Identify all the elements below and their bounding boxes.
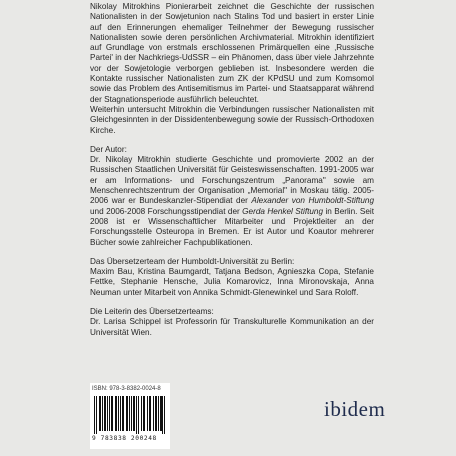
barcode-number: 9 783838 200248: [92, 435, 157, 442]
foundation-name-1: Alexander von Humboldt-Stiftung: [251, 196, 374, 206]
foundation-name-2: Gerda Henkel Stiftung: [242, 206, 324, 216]
barcode-block: [90, 383, 170, 449]
summary-paragraph-2: Weiterhin untersucht Mitrokhin die Verbindungen russischer Nationalisten mit Gleichgesinnten in der Dissidentenbewegung sowie der Russisch-Orthodoxen Kirche.: [90, 104, 374, 135]
publisher-logo: ibidem: [324, 397, 386, 421]
leader-text: Dr. Larisa Schippel ist Professorin für Transkulturelle Kommunikation an der Universität Wien.: [90, 317, 374, 337]
isbn-label: ISBN: 978-3-8382-0024-8: [92, 386, 161, 392]
author-heading: Der Autor:: [90, 144, 127, 154]
author-bio-text-3: in Berlin. Seit 2008 ist er Wissenschaftlicher Mitarbeiter und Projektleiter an der Forschungsstelle Osteuropa in Bremen. Er ist Autor und Koautor mehrerer Bücher sowie zahlreicher Fachpublikationen.: [90, 206, 374, 247]
barcode-icon: [94, 396, 166, 434]
translators-heading: Das Übersetzerteam der Humboldt-Universität zu Berlin:: [90, 256, 295, 266]
summary-paragraph: Nikolay Mitrokhins Pionierarbeit zeichnet die Geschichte der russischen Nationalisten in der Sowjetunion nach Stalins Tod und basiert in erster Linie auf den Erinnerungen ehemaliger Teilnehmer der Bewegung russischer Nationalisten sowie deren persönlichen Archivmaterial. Mitrokhin identifiziert auf Grundlage von erstmals erschlossenen Primärquellen eine ‚Russische Partei' in der Nachkriegs-UdSSR – ein Phänomen, dass über viele Jahrzehnte vor der Sowjetologie verborgen geblieben ist. Insbesondere werden die Kontakte russischer Nationalisten zum ZK der KPdSU und zum Komsomol sowie das Problem des Antisemitismus im Partei- und Staatsapparat während der Stagnationsperiode ausführlich beleuchtet.: [90, 2, 374, 104]
translators-list: Maxim Bau, Kristina Baumgardt, Tatjana Bedson, Agnieszka Copa, Stefanie Fettke, Stephanie Hensche, Julia Komarovicz, Inna Mironovskaja, Anna Neuman unter Mitarbeit von Annika Schmidt-Glenewinkel und Sara Roloff.: [90, 267, 374, 297]
author-bio-text-2: und 2006-2008 Forschungsstipendiat der: [90, 206, 243, 216]
author-bio: [90, 155, 374, 248]
blurb-text: [90, 2, 374, 347]
author-bio-text-1: Dr. Nikolay Mitrokhin studierte Geschichte und promovierte 2002 an der Russischen Staatlichen Universität für Geisteswissenschaften. 1991-2005 war er am Informations- und Forschungszentrum „Panorama" sowie am Menschenrechtszentrum der Organisation „Memorial" in Moskau tätig. 2005-2006 war er Bundeskanzler-Stipendiat der: [90, 155, 374, 206]
leader-heading: Die Leiterin des Übersetzerteams:: [90, 307, 214, 317]
